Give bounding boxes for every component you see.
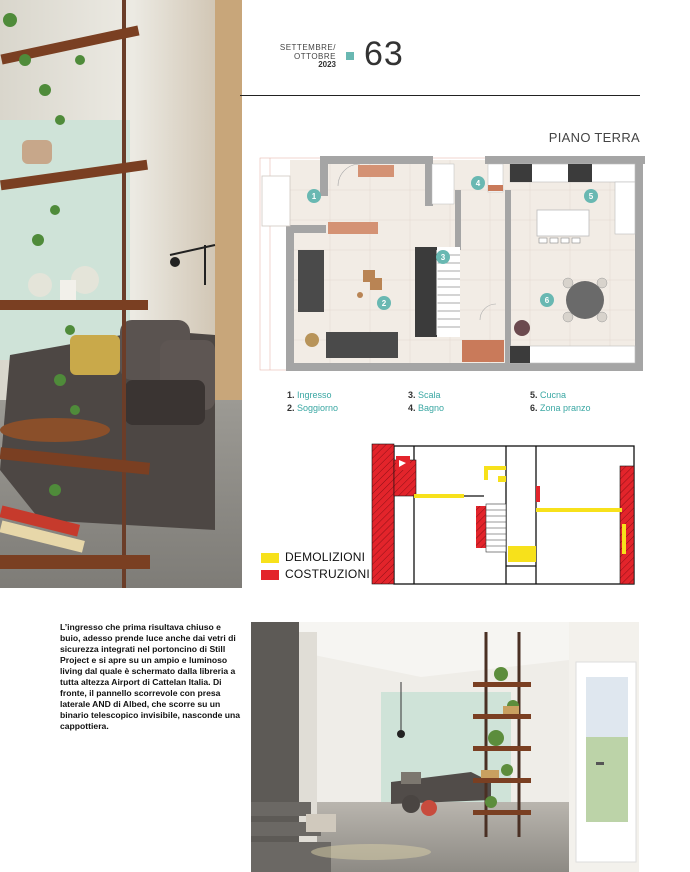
legend-item-2: 2. Soggiorno <box>287 403 339 413</box>
room-badge-2: 2 <box>381 299 387 308</box>
construction-label: COSTRUZIONI <box>285 567 370 581</box>
accent-square <box>346 52 354 60</box>
floorplan-drawing <box>250 150 652 375</box>
photo-caption: L’ingresso che prima risultava chiuso e buio, adesso prende luce anche dai vetri di sicurezza integrati nel portoncino di Still Project e si apre su un ampio e luminoso living dal quale è schermato dalla libreria a tutta altezza Airport di Cattelan Italia. Di fronte, il pannello scorrevole con presa laterale AND di Albed, che scorre su un binario telescopico invisibile, nasconde una cappottiera. <box>60 622 241 731</box>
room-badge-3: 3 <box>440 253 446 262</box>
construction-color-key <box>261 570 279 580</box>
living-room-photo-left <box>0 0 242 588</box>
issue-year: 2023 <box>318 60 336 69</box>
page-number: 63 <box>364 35 404 73</box>
legend-item-5: 5. Cucna <box>530 390 567 400</box>
demolition-label: DEMOLIZIONI <box>285 550 366 564</box>
floorplan-title: PIANO TERRA <box>548 130 640 145</box>
demolition-plan-drawing <box>366 436 642 596</box>
legend-item-6: 6. Zona pranzo <box>530 403 591 413</box>
header-divider <box>240 95 640 96</box>
legend-item-4: 4. Bagno <box>408 403 445 413</box>
room-badge-5: 5 <box>588 192 594 201</box>
living-room-photo-bottom <box>251 622 639 872</box>
room-badge-6: 6 <box>544 296 550 305</box>
issue-month: SETTEMBRE/ OTTOBRE <box>279 43 336 61</box>
legend-item-3: 3. Scala <box>408 390 441 400</box>
demolition-color-key <box>261 553 279 563</box>
room-badge-4: 4 <box>475 179 481 188</box>
legend-item-1: 1. Ingresso <box>287 390 332 400</box>
room-badge-1: 1 <box>311 192 317 201</box>
